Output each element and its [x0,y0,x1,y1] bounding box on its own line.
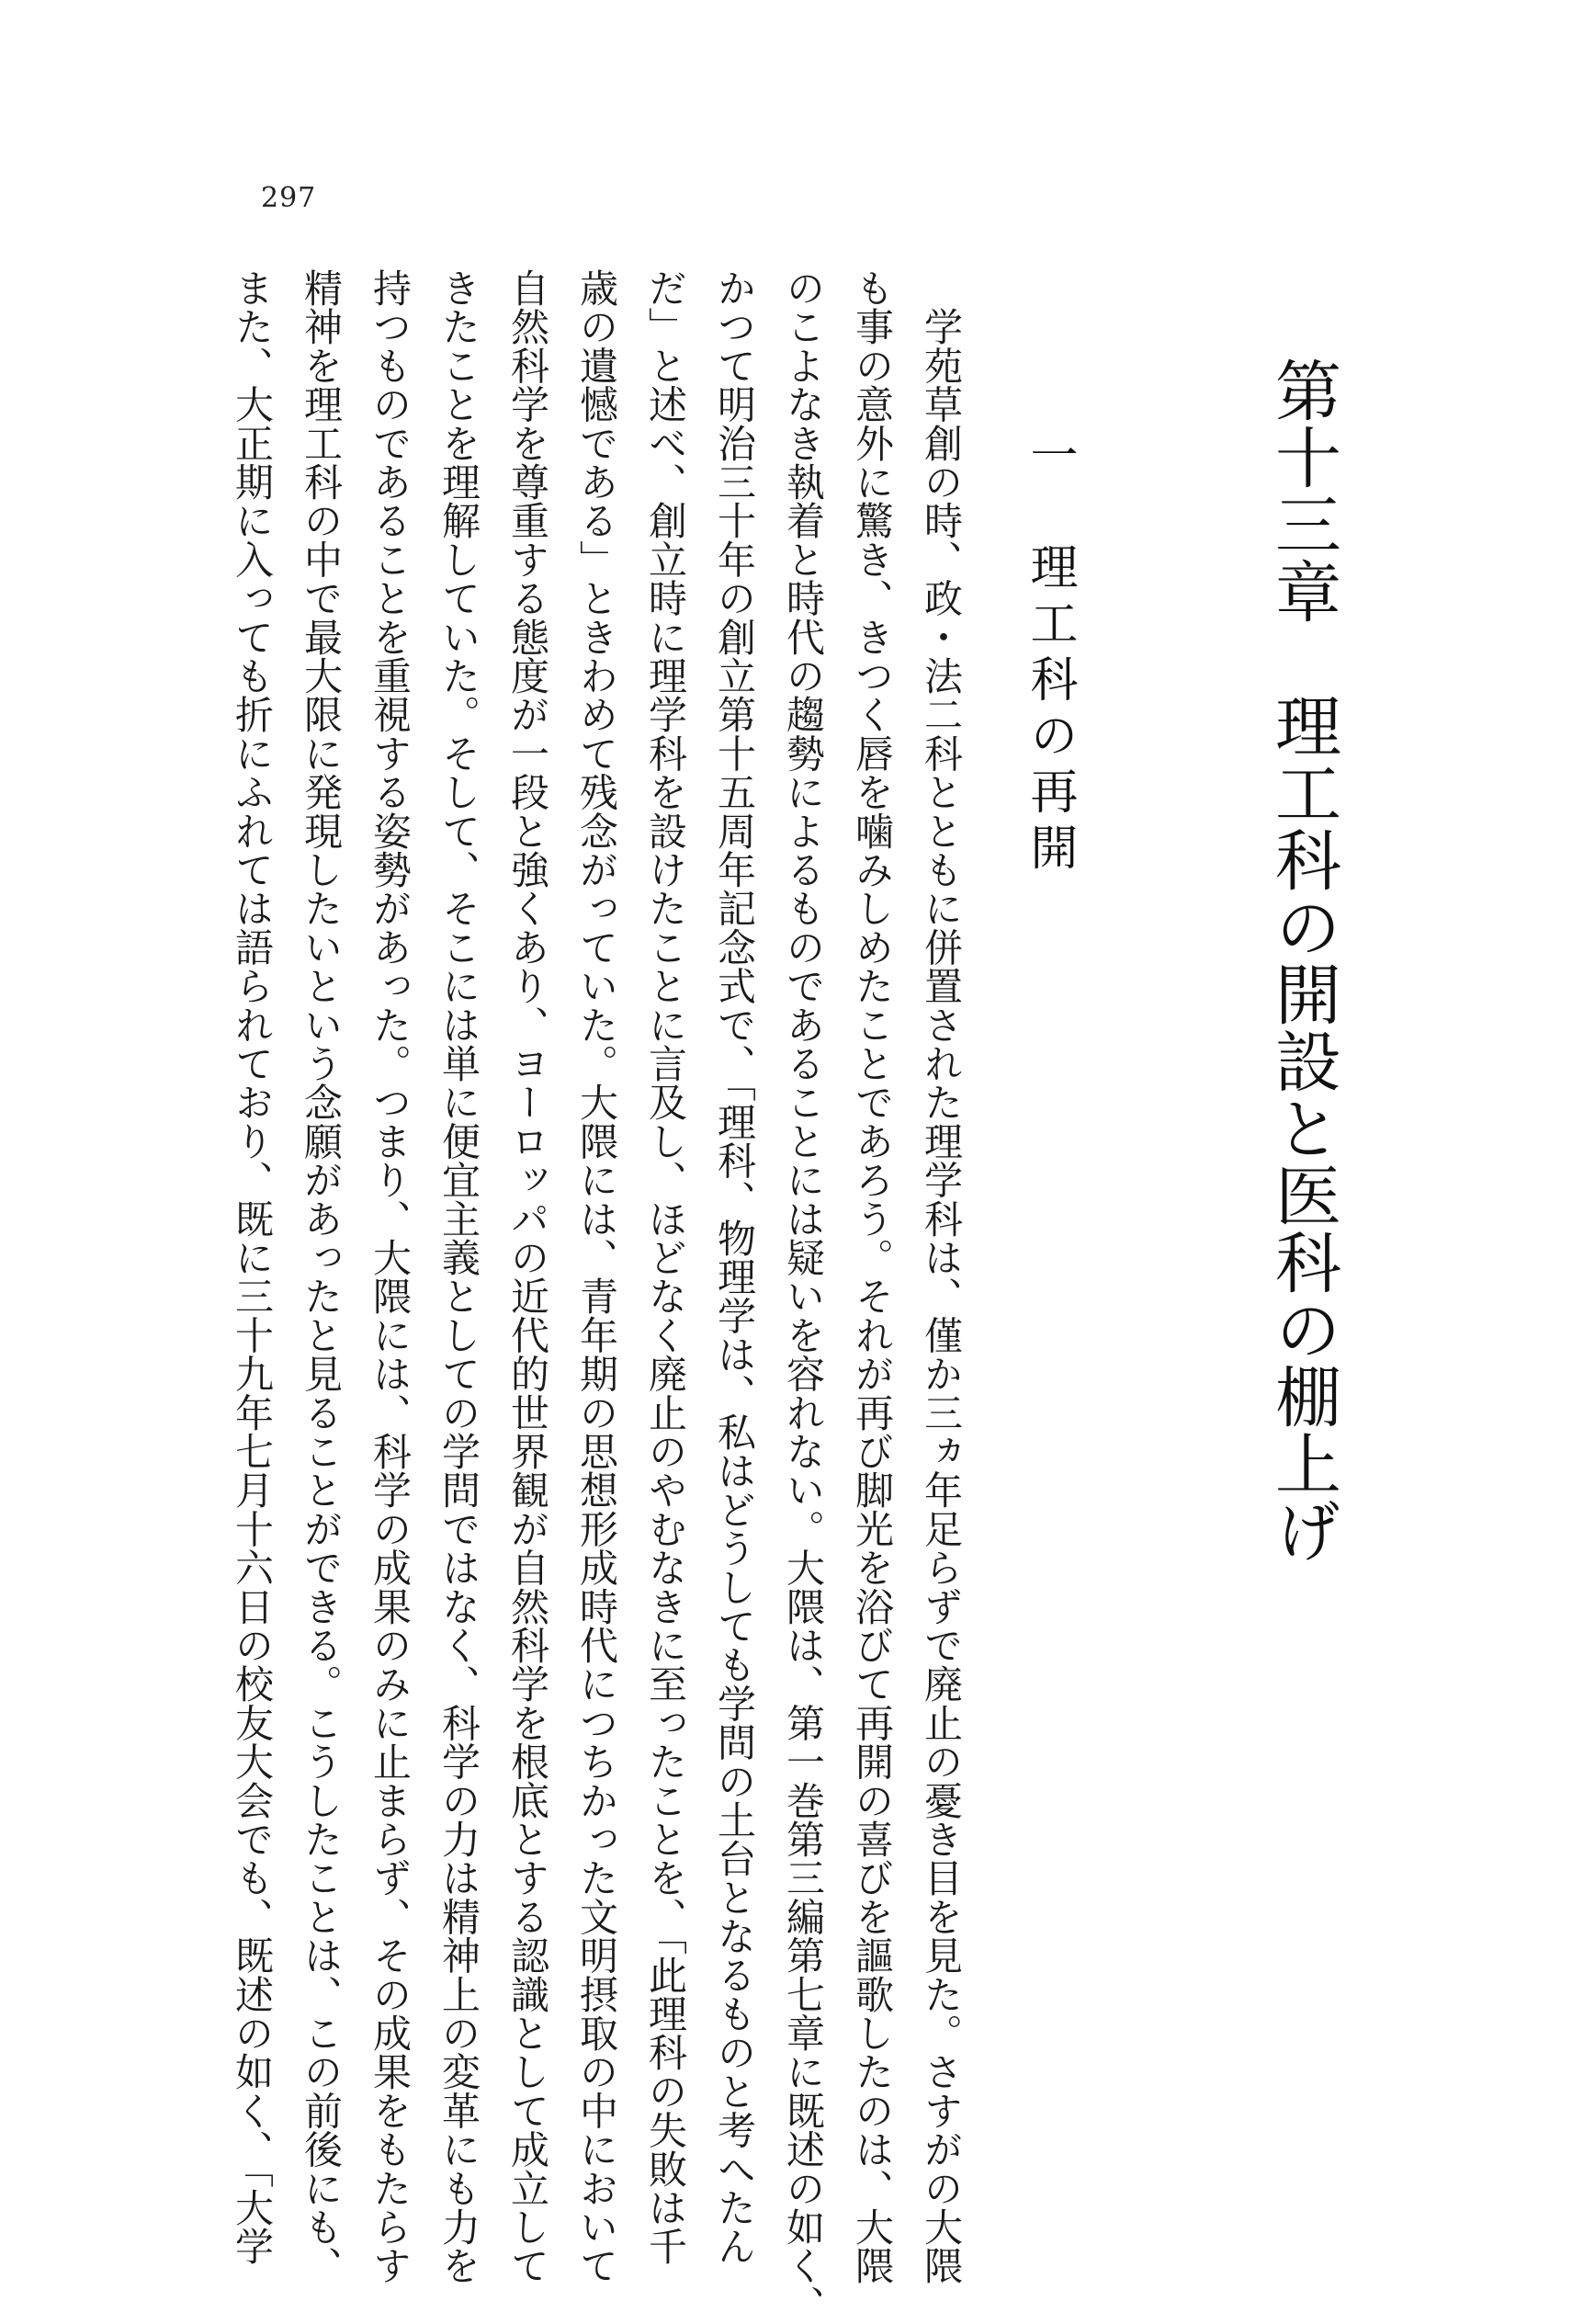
page-number: 297 [261,182,317,214]
body-line: 持つものであることを重視する姿勢があった。つまり、大隈には、科学の成果のみに止まらず、その成果をもたらす [368,268,413,2285]
section-title: 一 理工科の再開 [1022,430,1077,879]
body-line: 精神を理工科の中で最大限に発現したいという念願があったと見ることができる。こうしたことは、この前後にも、 [299,268,344,2285]
body-text [230,268,976,2324]
body-line: また、大正期に入っても折にふれては語られており、既に三十九年七月十六日の校友大会でも、既述の如く、「大学 [230,268,275,2266]
body-line: かつて明治三十年の創立第十五周年記念式で、「理科、物理学は、私はどうしても学問の土台となるものと考へたん [712,268,757,2266]
body-line: きたことを理解していた。そして、そこには単に便宜主義としての学問ではなく、科学の力は精神上の変革にも力を [436,268,481,2285]
chapter-title: 第十三章 理工科の開設と医科の棚上げ [1264,357,1341,1564]
body-line: 学苑草創の時、政・法二科とともに併置された理学科は、僅か三ヵ年足らずで廃止の憂き目を見た。さすがの大隈 [919,268,964,2285]
body-line: だ」と述べ、創立時に理学科を設けたことに言及し、ほどなく廃止のやむなきに至ったことを、「此理科の失敗は千 [643,268,688,2266]
body-line: 歳の遺憾である」ときわめて残念がっていた。大隈には、青年期の思想形成時代につちかった文明摂取の中において [574,268,619,2285]
body-line: のこよなき執着と時代の趨勢によるものであることには疑いを容れない。大隈は、第一巻第三編第七章に既述の如く、 [781,268,826,2324]
body-line: も事の意外に驚き、きつく唇を噛みしめたことであろう。それが再び脚光を浴びて再開の喜びを謳歌したのは、大隈 [850,268,895,2285]
body-line: 自然科学を尊重する態度が一段と強くあり、ヨーロッパの近代的世界観が自然科学を根底とする認識として成立して [505,268,550,2285]
